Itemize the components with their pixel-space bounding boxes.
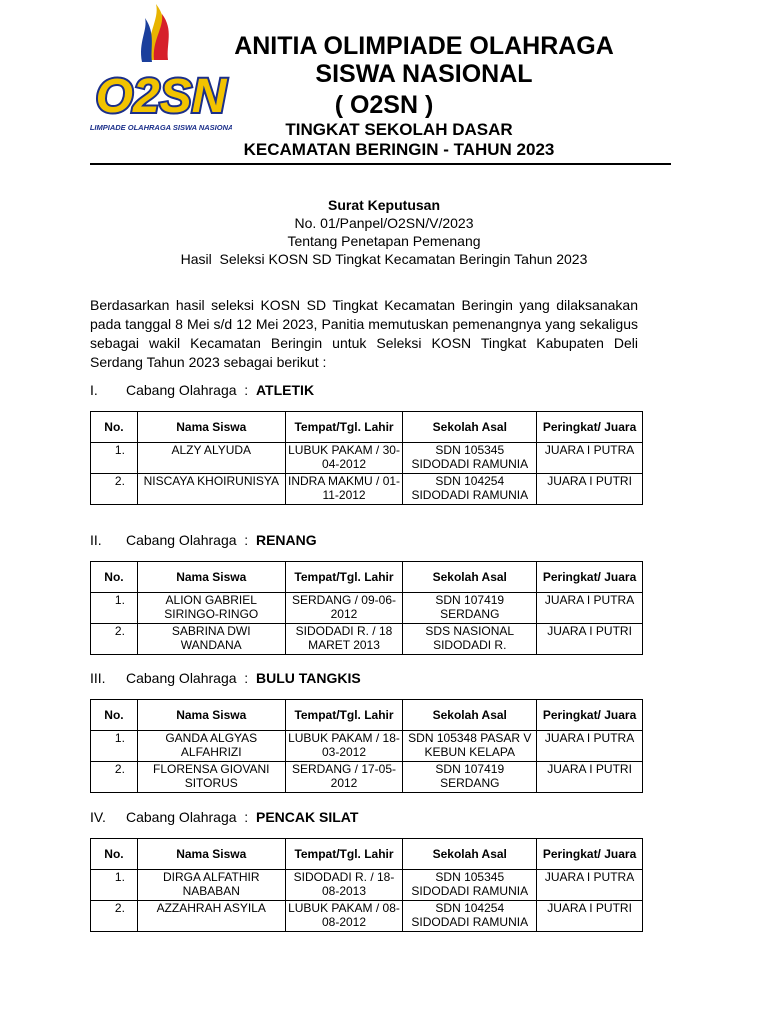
table-cell: SDN 104254 SIDODADI RAMUNIA — [403, 474, 537, 505]
header-divider — [90, 163, 671, 165]
section-sport: PENCAK SILAT — [255, 809, 359, 825]
table-cell: AZZAHRAH ASYILA — [137, 901, 285, 932]
results-table — [90, 561, 643, 655]
table-cell: 2. — [91, 474, 138, 505]
table-row — [91, 443, 643, 474]
table-cell: GANDA ALGYAS ALFAHRIZI — [137, 731, 285, 762]
column-header: Sekolah Asal — [403, 700, 537, 731]
table-cell: ALION GABRIEL SIRINGO-RINGO — [137, 593, 285, 624]
table-cell: INDRA MAKMU / 01-11-2012 — [285, 474, 403, 505]
table-cell: SDN 104254 SIDODADI RAMUNIA — [403, 901, 537, 932]
header-line-2: SISWA NASIONAL — [315, 60, 533, 88]
column-header: No. — [91, 412, 138, 443]
table-row — [91, 624, 643, 655]
decree-number: No. 01/Panpel/O2SN/V/2023 — [294, 215, 474, 231]
table-cell: SABRINA DWI WANDANA — [137, 624, 285, 655]
table-row — [91, 593, 643, 624]
table-cell: JUARA I PUTRI — [537, 624, 643, 655]
table-cell: SIDODADI R. / 18-08-2013 — [285, 870, 403, 901]
logo-caption: OLIMPIADE OLAHRAGA SISWA NASIONAL — [90, 123, 232, 132]
table-header-row — [91, 700, 643, 731]
table-cell: SERDANG / 17-05-2012 — [285, 762, 403, 793]
table-header-row — [91, 839, 643, 870]
results-table — [90, 838, 643, 932]
column-header: Nama Siswa — [137, 700, 285, 731]
section-heading — [90, 809, 358, 826]
section-label: Cabang Olahraga : — [126, 532, 256, 548]
table-cell: LUBUK PAKAM / 18-03-2012 — [285, 731, 403, 762]
decree-title: Surat Keputusan — [327, 197, 440, 213]
table-row — [91, 870, 643, 901]
table-cell: SDN 105348 PASAR V KEBUN KELAPA — [403, 731, 537, 762]
table-cell: 1. — [91, 731, 138, 762]
column-header: Tempat/Tgl. Lahir — [285, 839, 403, 870]
table-cell: LUBUK PAKAM / 08-08-2012 — [285, 901, 403, 932]
table-cell: JUARA I PUTRA — [537, 593, 643, 624]
header-line-4: TINGKAT SEKOLAH DASAR — [285, 120, 513, 139]
header-line-1: ANITIA OLIMPIADE OLAHRAGA — [234, 32, 614, 60]
column-header: Tempat/Tgl. Lahir — [285, 700, 403, 731]
table-row — [91, 762, 643, 793]
column-header: No. — [91, 700, 138, 731]
section-number: IV. — [90, 809, 106, 825]
column-header: Tempat/Tgl. Lahir — [285, 412, 403, 443]
table-cell: ALZY ALYUDA — [137, 443, 285, 474]
table-cell: SIDODADI R. / 18 MARET 2013 — [285, 624, 403, 655]
section-label: Cabang Olahraga : — [126, 809, 256, 825]
table-cell: 2. — [91, 762, 138, 793]
column-header: Sekolah Asal — [403, 412, 537, 443]
table-cell: 2. — [91, 624, 138, 655]
table-cell: DIRGA ALFATHIR NABABAN — [137, 870, 285, 901]
section-sport: RENANG — [255, 532, 317, 548]
table-cell: 1. — [91, 870, 138, 901]
column-header: Nama Siswa — [137, 412, 285, 443]
decree-about: Tentang Penetapan Pemenang — [287, 233, 481, 249]
table-row — [91, 901, 643, 932]
column-header: Sekolah Asal — [403, 562, 537, 593]
column-header: Sekolah Asal — [403, 839, 537, 870]
section-heading — [90, 532, 317, 549]
table-row — [91, 731, 643, 762]
table-cell: 1. — [91, 443, 138, 474]
section-heading — [90, 670, 361, 687]
column-header: Peringkat/ Juara — [537, 700, 643, 731]
column-header: No. — [91, 562, 138, 593]
table-cell: SDN 105345 SIDODADI RAMUNIA — [403, 443, 537, 474]
table-cell: SDN 107419 SERDANG — [403, 762, 537, 793]
column-header: Nama Siswa — [137, 562, 285, 593]
table-cell: SDN 105345 SIDODADI RAMUNIA — [403, 870, 537, 901]
intro-paragraph: Berdasarkan hasil seleksi KOSN SD Tingkat Kecamatan Beringin yang dilaksanakan pada tanggal 8 Mei s/d 12 Mei 2023, Panitia memutuskan pemenangnya yang sekaligus sebagai wakil Kecamatan Beringin untuk Seleksi KOSN Tingkat Kabupaten Deli Serdang Tahun 2023 sebagai berikut : — [90, 297, 638, 370]
header-line-5: KECAMATAN BERINGIN - TAHUN 2023 — [243, 140, 555, 159]
table-cell: NISCAYA KHOIRUNISYA — [137, 474, 285, 505]
table-cell: JUARA I PUTRI — [537, 474, 643, 505]
table-row — [91, 474, 643, 505]
section-number: II. — [90, 532, 102, 548]
section-heading — [90, 382, 314, 399]
section-label: Cabang Olahraga : — [126, 382, 256, 398]
results-table — [90, 699, 643, 793]
logo-wordmark: O2SN — [95, 70, 227, 123]
table-cell: SDN 107419 SERDANG — [403, 593, 537, 624]
table-cell: SERDANG / 09-06-2012 — [285, 593, 403, 624]
section-sport: ATLETIK — [255, 382, 315, 398]
column-header: Tempat/Tgl. Lahir — [285, 562, 403, 593]
section-label: Cabang Olahraga : — [126, 670, 256, 686]
section-number: III. — [90, 670, 106, 686]
table-cell: JUARA I PUTRA — [537, 870, 643, 901]
table-cell: JUARA I PUTRA — [537, 731, 643, 762]
column-header: Peringkat/ Juara — [537, 412, 643, 443]
results-table — [90, 411, 643, 505]
header-line-3: ( O2SN ) — [334, 91, 434, 119]
column-header: Peringkat/ Juara — [537, 839, 643, 870]
table-cell: JUARA I PUTRI — [537, 901, 643, 932]
table-cell: JUARA I PUTRA — [537, 443, 643, 474]
column-header: No. — [91, 839, 138, 870]
table-header-row — [91, 412, 643, 443]
section-sport: BULU TANGKIS — [255, 670, 361, 686]
table-cell: JUARA I PUTRI — [537, 762, 643, 793]
column-header: Peringkat/ Juara — [537, 562, 643, 593]
decree-subject: Hasil Seleksi KOSN SD Tingkat Kecamatan Beringin Tahun 2023 — [180, 251, 588, 267]
section-number: I. — [90, 382, 98, 398]
table-cell: FLORENSA GIOVANI SITORUS — [137, 762, 285, 793]
table-cell: LUBUK PAKAM / 30-04-2012 — [285, 443, 403, 474]
table-cell: 1. — [91, 593, 138, 624]
table-header-row — [91, 562, 643, 593]
column-header: Nama Siswa — [137, 839, 285, 870]
table-cell: 2. — [91, 901, 138, 932]
table-cell: SDS NASIONAL SIDODADI R. — [403, 624, 537, 655]
